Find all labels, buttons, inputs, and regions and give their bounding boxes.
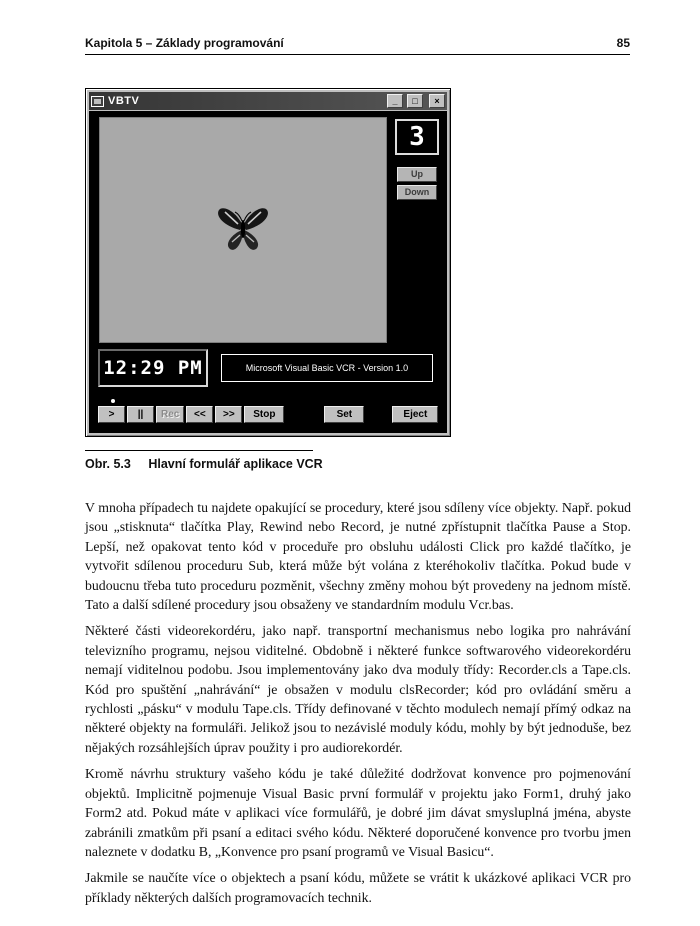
caption-label: Obr. 5.3 — [85, 457, 131, 471]
clock-display: 12:29 PM — [98, 349, 208, 387]
paragraph: Kromě návrhu struktury vašeho kódu je také důležité dodržovat konvence pro pojmenování objektů. Implicitně pojmenuje Visual Basic první formulář v projektu jako Form1, druhý jako Form2 atd. Pokud máte v aplikaci více formulářů, je dobré jim dávat smysluplná jména, abyste zabránili zmatkům při psaní a editaci svého kódu. Některé doporučené konvence pro tvorbu jmen naleznete v dodatku B, „Konvence pro psaní programů ve Visual Basicu“. — [85, 766, 631, 859]
page-header — [85, 36, 630, 50]
titlebar[interactable] — [89, 92, 447, 110]
play-indicator-light — [111, 399, 115, 403]
body-text — [85, 498, 631, 914]
set-button[interactable]: Set — [324, 406, 364, 423]
paragraph: Jakmile se naučíte více o objektech a psaní kódu, můžete se vrátit k ukázkové aplikaci VCR pro příklady některých dalších programovacích technik. — [85, 870, 631, 905]
channel-down-button[interactable]: Down — [397, 185, 437, 200]
vbtv-app-icon — [91, 96, 104, 107]
paragraph: Některé části videorekordéru, jako např. transportní mechanismus nebo logika pro nahrávání televizního programu, nejsou viditelné. Obdobně i některé funkce softwarového videorekordéru nemají viditelnou podobu. Jsou implementovány jako dva moduly třídy: Recorder.cls a Tape.cls. Kód pro spuštění „nahrávání“ je obsažen v modulu clsRecorder; kód pro ovládání směru a rychlosti „pásku“ v modulu Tape.cls. Třídy definované v těchto modulech nemají přímý odkaz na některé objekty na formuláři. Jelikož jsou to nezávislé moduly kódu, mohly by být jednoduše, bez nějakých rozsáhlejších úprav použity i pro audiorekordér. — [85, 623, 631, 755]
paragraph: V mnoha případech tu najdete opakující se procedury, které jsou sdíleny více objekty. Např. pokud jsou „stisknuta“ tlačítka Play, Rewind nebo Record, je nutné zpřístupnit tlačítka Pause a Stop. Lepší, než opakovat tento kód v proceduře pro obsluhu události Click pro každé tlačítko, je vytvořit sdílenou proceduru Sub, která může být volána z kteréhokoliv tlačítka. Pokud bude v budoucnu třeba tuto proceduru pozměnit, všechny změny mohou být provedeny na jednom místě. Tato a další sdílené procedury jsou obsaženy ve standardním modulu Vcr.bas. — [85, 500, 631, 613]
transport-controls — [98, 406, 441, 423]
play-button[interactable]: > — [98, 406, 125, 423]
fastforward-button[interactable]: >> — [215, 406, 242, 423]
maximize-button[interactable]: □ — [407, 94, 423, 108]
window-title: VBTV — [108, 95, 140, 107]
pause-button[interactable]: || — [127, 406, 154, 423]
stop-button[interactable]: Stop — [244, 406, 284, 423]
rewind-button[interactable]: << — [186, 406, 213, 423]
header-rule — [85, 54, 630, 55]
eject-button[interactable]: Eject — [392, 406, 438, 423]
chapter-title: Kapitola 5 – Základy programování — [85, 36, 284, 50]
figure-caption — [85, 457, 630, 471]
close-button[interactable]: × — [429, 94, 445, 108]
butterfly-image — [213, 205, 273, 255]
caption-text: Hlavní formulář aplikace VCR — [148, 457, 323, 471]
status-display: Microsoft Visual Basic VCR - Version 1.0 — [221, 354, 433, 382]
tv-screen — [99, 117, 387, 343]
vcr-client-area — [89, 111, 447, 433]
page-number: 85 — [616, 36, 630, 50]
channel-display: 3 — [395, 119, 439, 155]
vbtv-window — [85, 88, 451, 437]
record-button[interactable]: Rec — [156, 406, 184, 423]
caption-rule — [85, 450, 313, 451]
minimize-button[interactable]: _ — [387, 94, 403, 108]
channel-up-button[interactable]: Up — [397, 167, 437, 182]
